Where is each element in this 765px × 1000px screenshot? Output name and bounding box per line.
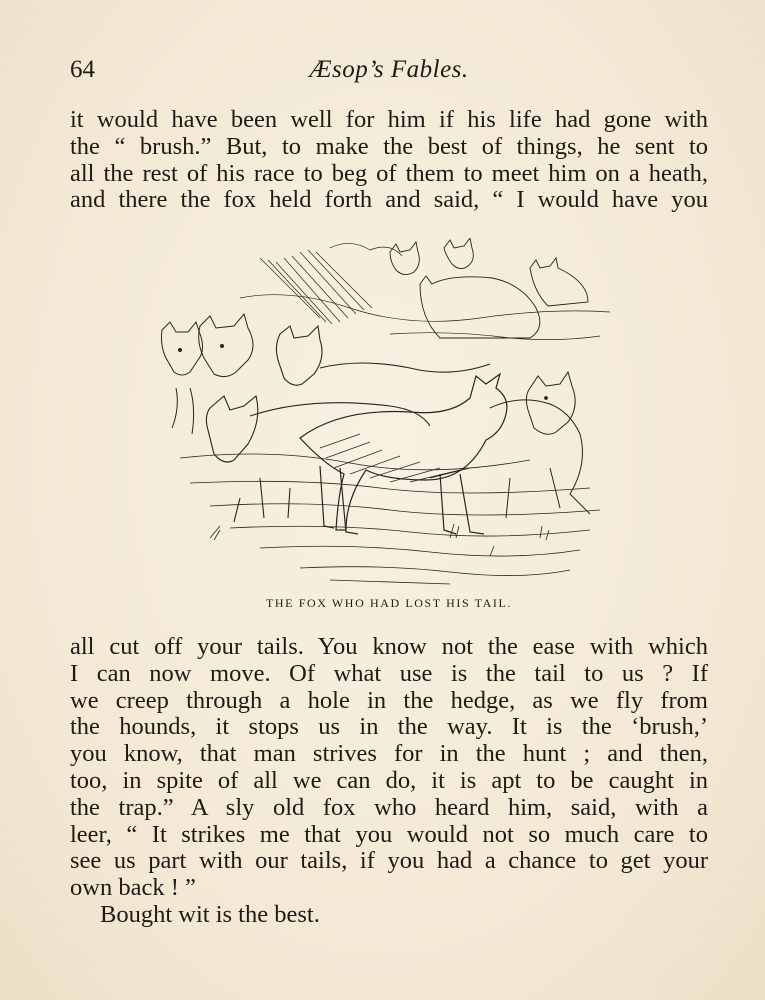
text-line: it would have been well for him if his life had gone with xyxy=(70,106,708,133)
page-header xyxy=(70,56,708,90)
bottom-paragraph xyxy=(70,634,708,929)
fox-group-engraving-icon xyxy=(150,238,620,590)
text-line: the hounds, it stops us in the way. It is the ‘brush,’ xyxy=(70,713,708,741)
ground-hatching xyxy=(180,454,600,584)
text-line: you know, that man strives for in the hunt ; and then, xyxy=(70,740,708,768)
top-paragraph xyxy=(70,107,708,214)
text-line: I can now move. Of what use is the tail to us ? If xyxy=(70,659,708,687)
text-line: the “ brush.” But, to make the best of things, he sent to xyxy=(70,132,708,160)
text-line: see us part with our tails, if you had a chance to get your xyxy=(70,847,708,875)
text-line: all the rest of his race to beg of them to meet him on a heath, xyxy=(70,159,708,187)
running-title: Æsop’s Fables. xyxy=(309,56,469,83)
illustration-caption: THE FOX WHO HAD LOST HIS TAIL. xyxy=(265,596,513,610)
background-foxes xyxy=(390,238,588,338)
text-line: and there the fox held forth and said, “ I would have you xyxy=(70,186,708,214)
text-line: the trap.” A sly old fox who heard him, said, with a xyxy=(70,793,708,821)
moral-line: Bought wit is the best. xyxy=(100,900,320,928)
left-foxes xyxy=(162,314,254,434)
hedge-hatching xyxy=(240,243,610,339)
text-line: too, in spite of all we can do, it is apt to be caught in xyxy=(70,766,708,794)
text-line: leer, “ It strikes me that you would not so much care to xyxy=(70,820,708,848)
right-fox xyxy=(490,372,590,518)
page-number: 64 xyxy=(70,56,95,83)
text-line: all cut off your tails. You know not the ease with which xyxy=(70,633,708,660)
text-line: own back ! ” xyxy=(70,874,196,902)
main-fox xyxy=(300,374,507,534)
text-line: we creep through a hole in the hedge, as we fly from xyxy=(70,686,708,714)
